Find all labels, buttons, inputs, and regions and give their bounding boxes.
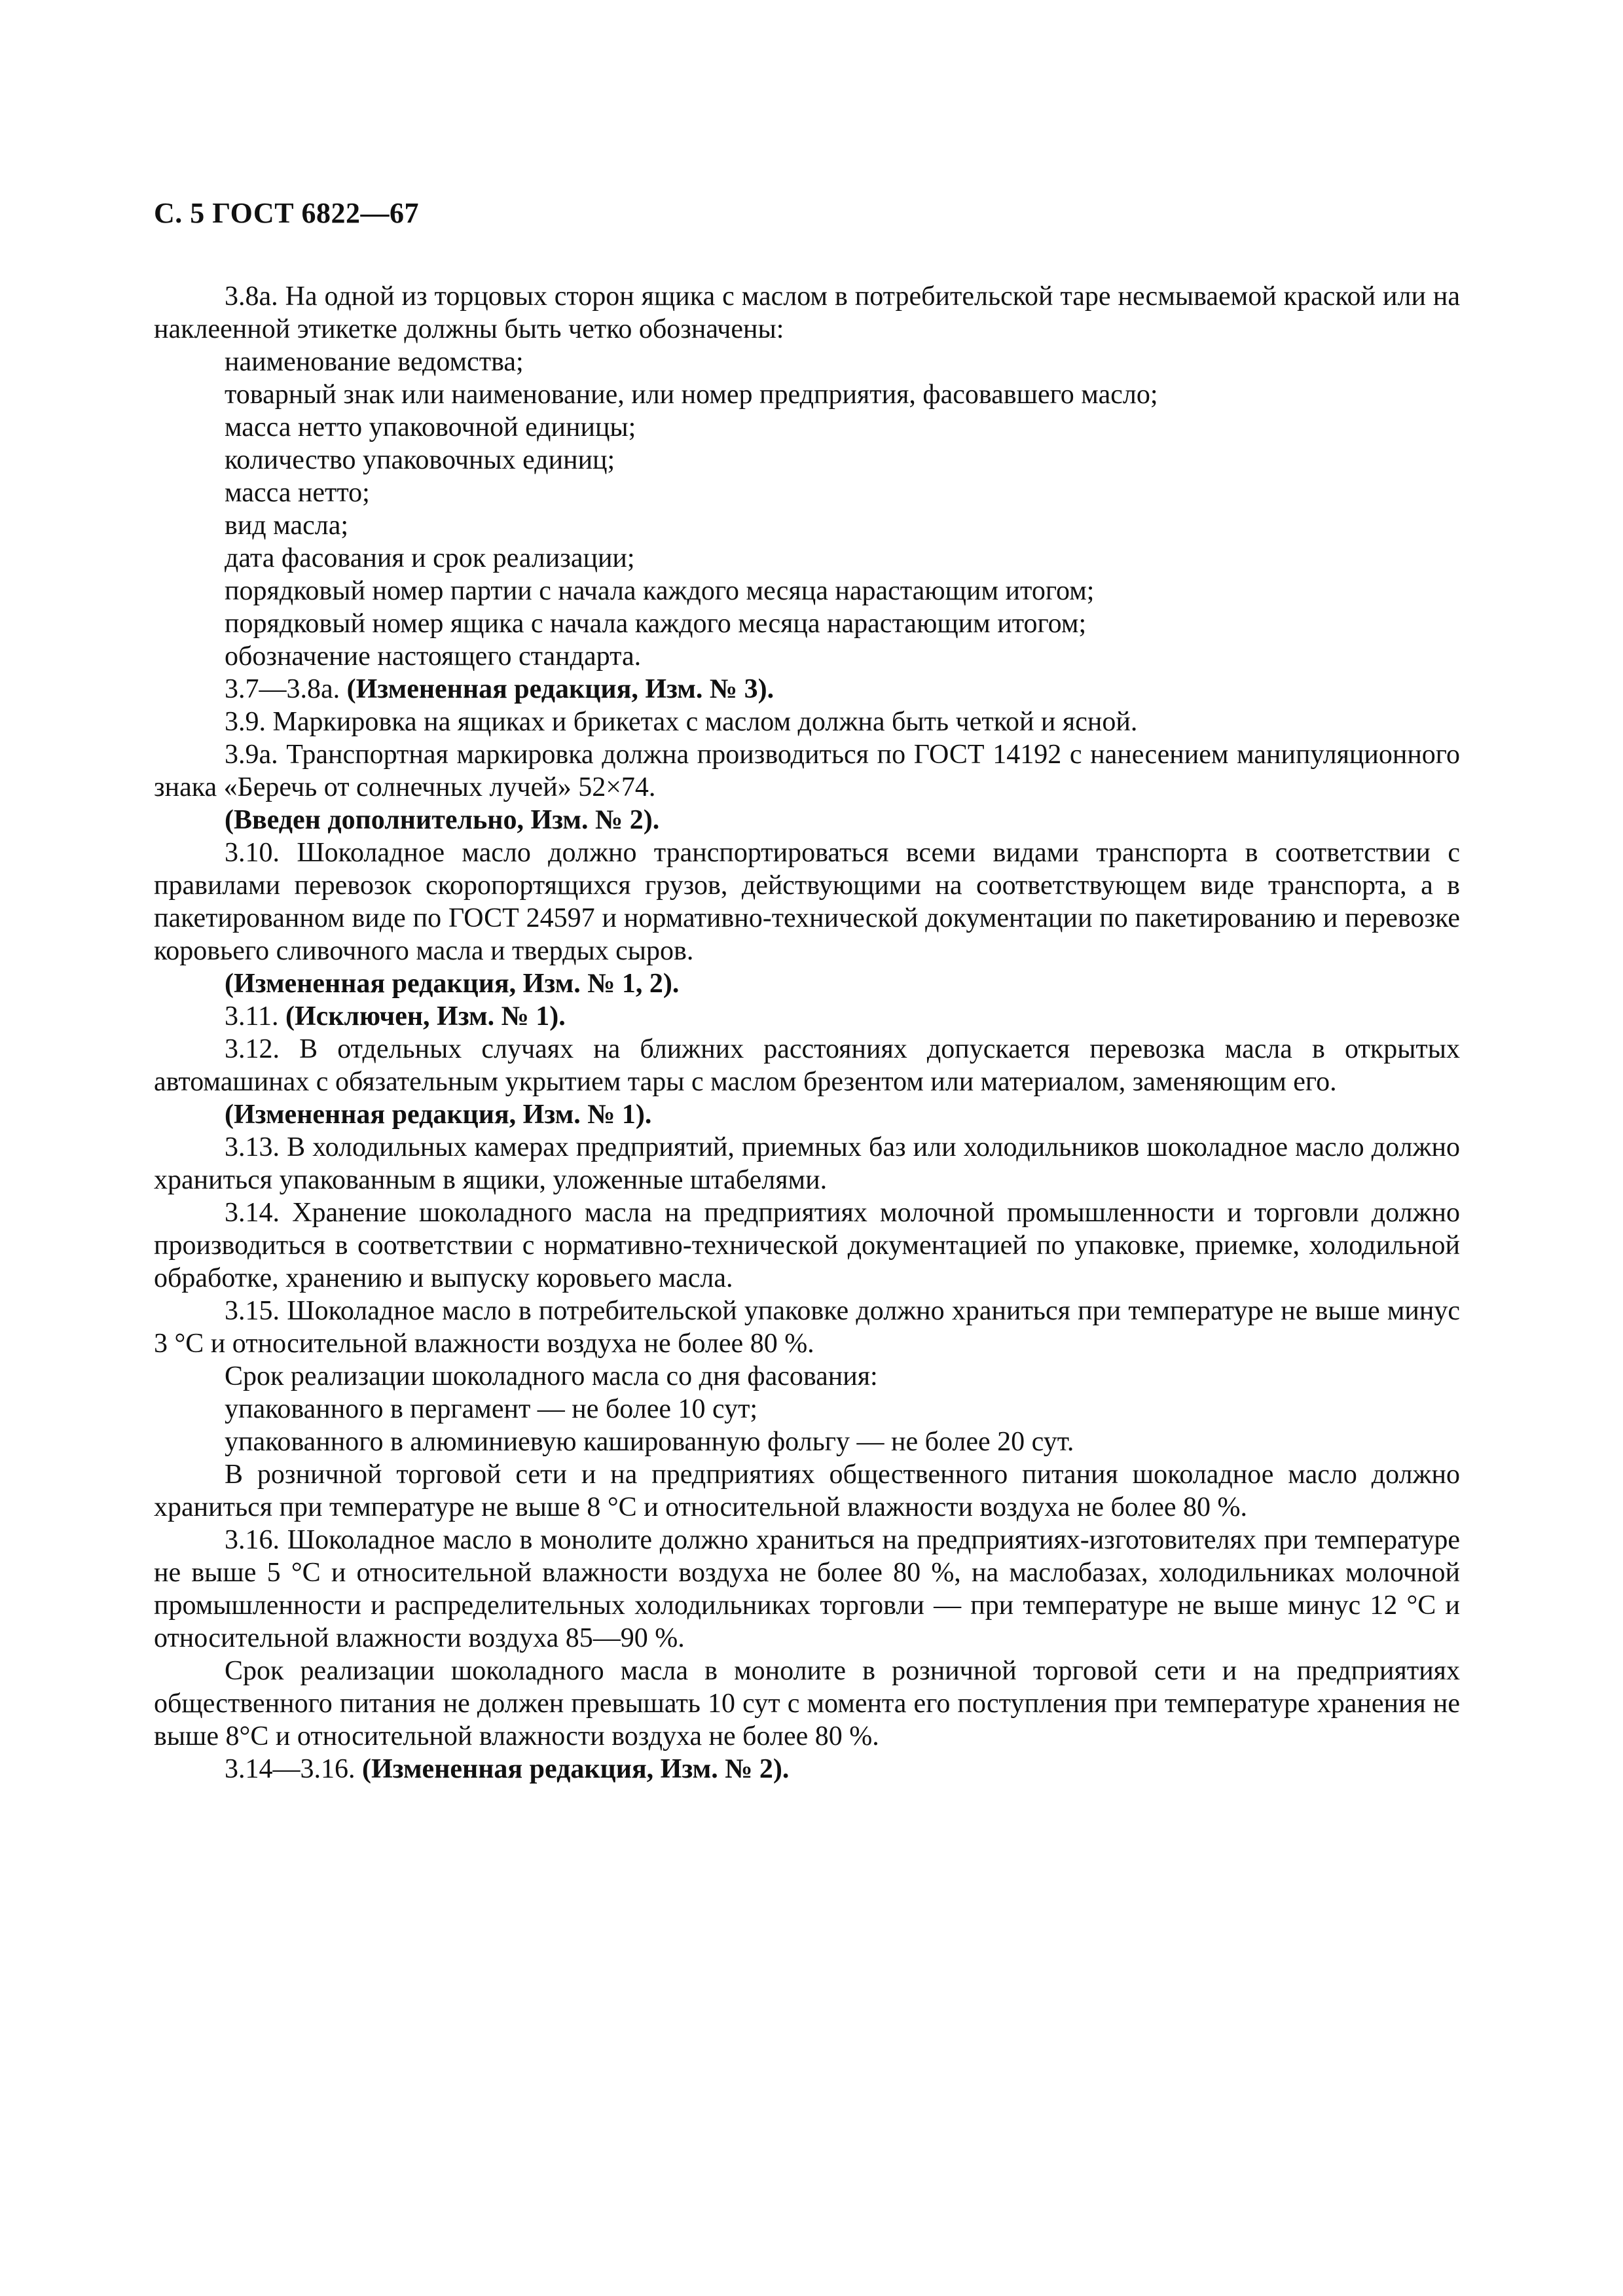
list-item: обозначение настоящего стандарта. [225, 641, 642, 672]
amendment-text: (Измененная редакция, Изм. № 2). [362, 1754, 790, 1784]
paragraph-number: 3.11. [225, 1001, 285, 1031]
paragraph-3-13: 3.13. В холодильных камерах предприятий, приемных баз или холодильников шоколадное масло должно храниться упакованным в ящики, уложенные штабелями. [154, 1132, 1460, 1195]
amendment-ref: 3.14—3.16. [225, 1754, 362, 1784]
paragraph-3-9: 3.9. Маркировка на ящиках и брикетах с маслом должна быть четкой и ясной. [225, 707, 1138, 737]
list-item: наименование ведомства; [225, 347, 524, 377]
list-item: порядковый номер ящика с начала каждого месяца нарастающим итогом; [225, 609, 1087, 639]
list-item: товарный знак или наименование, или номер предприятия, фасовавшего масло; [225, 380, 1158, 410]
list-item: вид масла; [225, 511, 349, 541]
paragraph-3-8a: 3.8а. На одной из торцовых сторон ящика с маслом в потребительской таре несмываемой краской или на наклеенной этикетке должны быть четко обозначены: [154, 281, 1460, 344]
paragraph-3-9a: 3.9а. Транспортная маркировка должна производиться по ГОСТ 14192 с нанесением манипуляционного знака «Беречь от солнечных лучей» 52×74. [154, 740, 1460, 802]
amendment-note-3-10: (Измененная редакция, Изм. № 1, 2). [225, 969, 680, 999]
list-item: масса нетто; [225, 478, 370, 508]
amendment-text: (Измененная редакция, Изм. № 3). [346, 674, 775, 704]
list-item: упакованного в пергамент — не более 10 сут; [225, 1394, 758, 1424]
marking-list [154, 346, 1460, 673]
page-header: С. 5 ГОСТ 6822—67 [154, 197, 420, 229]
amendment-note-3-7-3-8a [154, 673, 1460, 706]
list-item: количество упаковочных единиц; [225, 445, 615, 475]
paragraph-3-11 [154, 1000, 1460, 1033]
exclusion-note: (Исключен, Изм. № 1). [285, 1001, 566, 1031]
list-item: порядковый номер партии с начала каждого месяца нарастающим итогом; [225, 576, 1095, 606]
paragraph-3-10: 3.10. Шоколадное масло должно транспортироваться всеми видами транспорта в соответствии с правилами перевозок скоропортящихся грузов, действующими на соответствующем виде транспорта, а в пакетированном виде по ГОСТ 24597 и нормативно-технической документации по пакетированию и перевозке коровьего сливочного масла и твердых сыров. [154, 838, 1460, 966]
retail-storage-paragraph: В розничной торговой сети и на предприятиях общественного питания шоколадное масло должно храниться при температуре не выше 8 °С и относительной влажности воздуха не более 80 %. [154, 1460, 1460, 1522]
paragraph-3-14: 3.14. Хранение шоколадного масла на предприятиях молочной промышленности и торговли должно производиться в соответствии с нормативно-технической документацией по упаковке, приемке, холодильной обработке, хранению и выпуску коровьего масла. [154, 1198, 1460, 1293]
list-item: дата фасования и срок реализации; [225, 543, 635, 573]
paragraph-3-15: 3.15. Шоколадное масло в потребительской упаковке должно храниться при температуре не выше минус 3 °С и относительной влажности воздуха не более 80 %. [154, 1296, 1460, 1359]
amendment-note-3-12: (Измененная редакция, Изм. № 1). [225, 1100, 652, 1130]
amendment-ref: 3.7—3.8а. [225, 674, 347, 704]
paragraph-3-16: 3.16. Шоколадное масло в монолите должно храниться на предприятиях-изготовителях при температуре не выше 5 °С и относительной влажности воздуха не более 80 %, на маслобазах, холодильниках молочной промышленности и распределительных холодильниках торговли — при температуре не выше минус 12 °С и относительной влажности воздуха 85—90 %. [154, 1525, 1460, 1653]
amendment-note-3-14-3-16 [154, 1753, 1460, 1785]
document-body [154, 280, 1460, 1785]
list-item: масса нетто упаковочной единицы; [225, 412, 636, 442]
amendment-note-3-9a: (Введен дополнительно, Изм. № 2). [225, 805, 660, 835]
monolith-shelf-life-paragraph: Срок реализации шоколадного масла в монолите в розничной торговой сети и на предприятиях общественного питания не должен превышать 10 сут с момента его поступления при температуре хранения не выше 8°С и относительной влажности воздуха не более 80 %. [154, 1656, 1460, 1751]
list-item: упакованного в алюминиевую кашированную фольгу — не более 20 сут. [225, 1427, 1074, 1457]
shelf-life-intro: Срок реализации шоколадного масла со дня фасования: [225, 1361, 878, 1391]
paragraph-3-12: 3.12. В отдельных случаях на ближних расстояниях допускается перевозка масла в открытых автомашинах с обязательным укрытием тары с маслом брезентом или материалом, заменяющим его. [154, 1034, 1460, 1097]
